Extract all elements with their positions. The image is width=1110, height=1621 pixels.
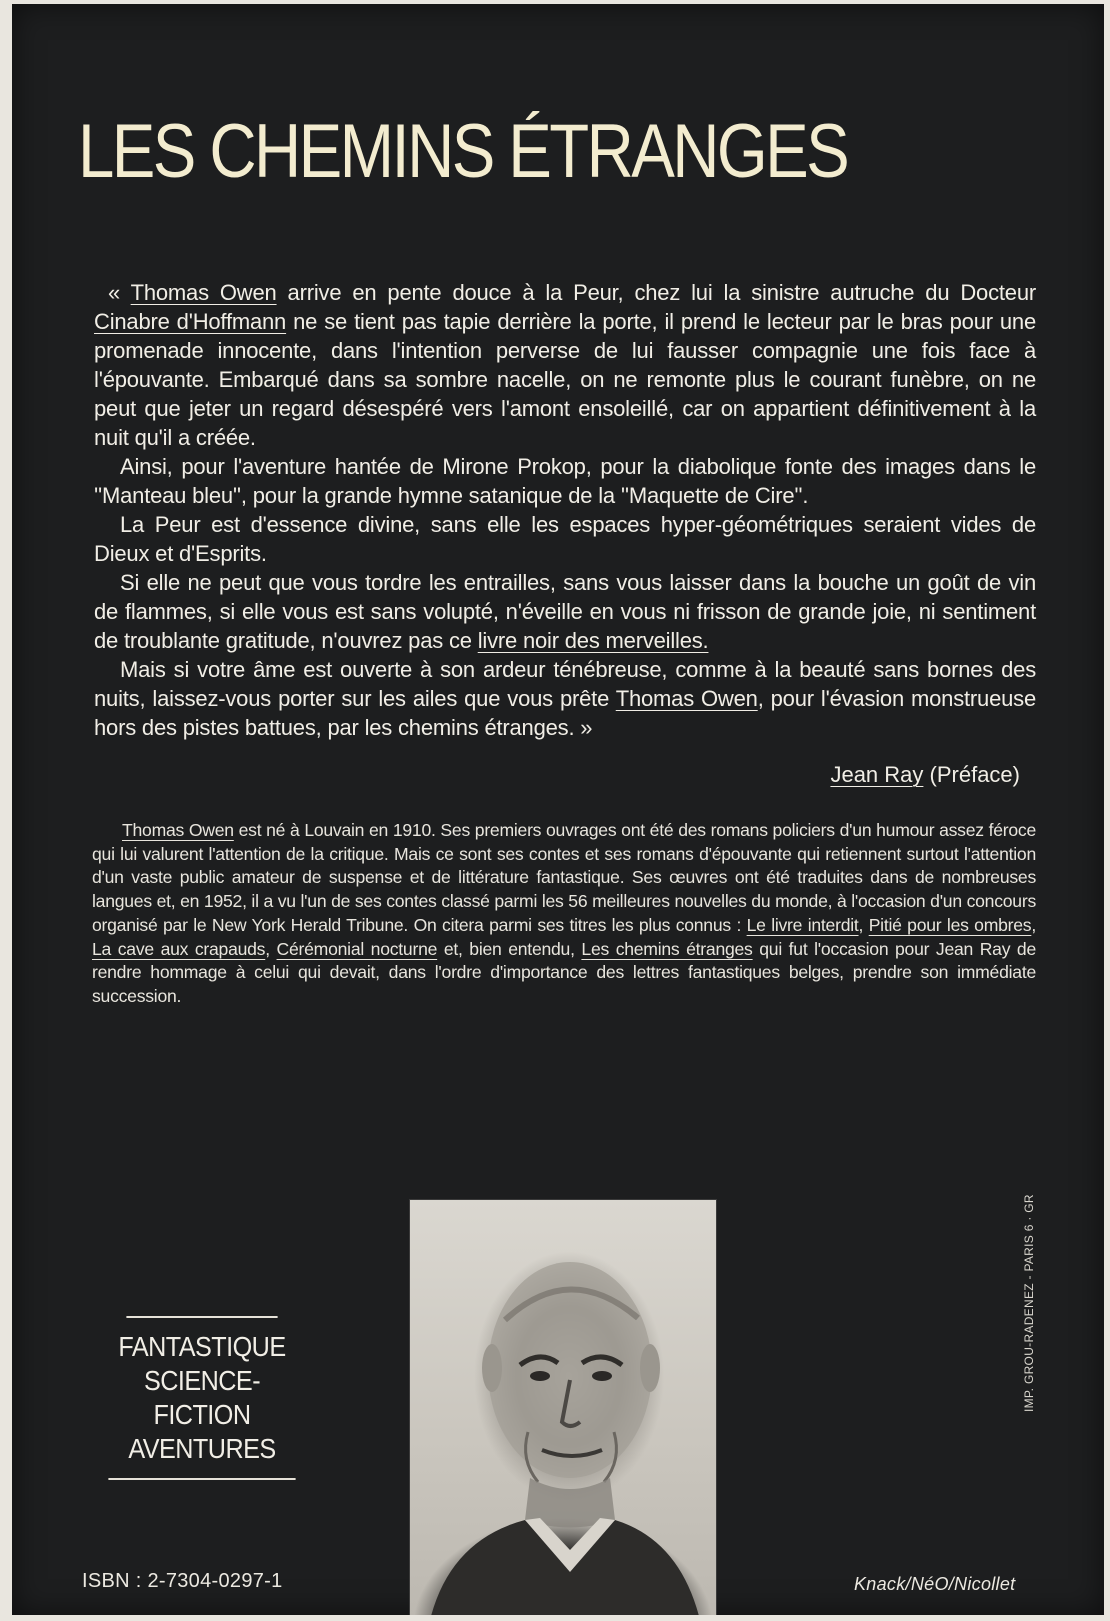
author-name-link: Thomas Owen xyxy=(615,686,758,711)
bio-text: est né à Louvain en 1910. Ses premiers ouvrages ont été des romans policiers d'un humour assez féroce qui lui valurent l'attention de la critique. Mais ce sont ses contes et ses romans d'épouvante qui retiennent surtout l'attention d'un vaste public amateur de suspense et de littérature fantastique. Ses œuvres ont été traduites dans de nombreuses langues et, en 1952, il a vu l'un de ses contes classé parmi les 56 meilleures nouvelles du monde, à l'occasion d'un concours organisé par le New York Herald Tribune. On citera parmi ses titres les plus connus : xyxy=(92,820,1036,935)
bio-title-1: Le livre interdit xyxy=(746,914,859,935)
genre-label-block xyxy=(99,1316,306,1480)
cinabre-reference: Cinabre d'Hoffmann xyxy=(94,309,287,334)
bio-text: qui fut l'occasion pour Jean Ray de rendre hommage à celui qui devait, dans l'ordre d'importance des lettres fantastiques belges, prendre son immédiate succession. xyxy=(92,938,1036,1006)
quote-paragraph-4 xyxy=(94,568,1036,655)
quote-paragraph-1 xyxy=(94,278,1036,452)
bio-separator: , xyxy=(858,914,869,935)
livre-noir-reference: livre noir des merveilles. xyxy=(477,628,709,653)
quote-paragraph-5 xyxy=(94,655,1036,742)
bio-title-5: Les chemins étranges xyxy=(581,938,753,959)
isbn-number: ISBN : 2-7304-0297-1 xyxy=(82,1570,283,1592)
quote-open-mark: « xyxy=(108,280,131,305)
quote-paragraph-3: La Peur est d'essence divine, sans elle les espaces hyper-géométriques seraient vides de Dieux et d'Esprits. xyxy=(94,512,1036,566)
bio-title-3: La cave aux crapauds xyxy=(92,938,266,959)
quote-text: arrive en pente douce à la Peur, chez lui la sinistre autruche du Docteur xyxy=(276,280,1036,305)
quote-signature xyxy=(830,760,1020,789)
author-biography xyxy=(92,819,1036,1009)
back-cover xyxy=(12,4,1104,1615)
quote-text: ne se tient pas tapie derrière la porte, il prend le lecteur par le bras pour une promenade innocente, dans l'intention perverse de lui fausser compagnie une fois face à l'épouvante. Embarqué dans sa sombre nacelle, on ne remonte plus le courant funèbre, on ne peut que jeter un regard désespéré vers l'amont ensoleillé, car on appartient définitivement à la nuit qu'il a créée. xyxy=(94,309,1036,450)
printer-imprint: IMP. GROU-RADENEZ - PARIS 6 · GR xyxy=(1022,1194,1036,1412)
quote-text: , pour l'évasion monstrueuse hors des pistes battues, par les chemins étranges. » xyxy=(94,686,1036,740)
preface-quote xyxy=(94,278,1036,742)
quote-text: Si elle ne peut que vous tordre les entrailles, sans vous laisser dans la bouche un goût de vin de flammes, si elle vous est sans volupté, n'éveille en vous ni frisson de grande joie, ni sentiment de troublante gratitude, n'ouvrez pas ce xyxy=(94,570,1036,653)
quote-text: Mais si votre âme est ouverte à son ardeur ténébreuse, comme à la beauté sans bornes des nuits, laissez-vous porter sur les ailes que vous prête xyxy=(94,657,1036,711)
signature-name: Jean Ray xyxy=(830,762,924,787)
bio-title-4: Cérémonial nocturne xyxy=(276,938,438,959)
author-name-link: Thomas Owen xyxy=(130,280,277,305)
genre-science-fiction: SCIENCE-FICTION xyxy=(143,1365,261,1430)
bio-title-2: Pitié pour les ombres xyxy=(868,914,1032,935)
genre-rule-bottom xyxy=(108,1478,295,1480)
bio-separator: , xyxy=(265,938,277,959)
quote-paragraph-2: Ainsi, pour l'aventure hantée de Mirone Prokop, pour la diabolique fonte des images dans le ''Manteau bleu'', pour la grande hymne satanique de la ''Maquette de Cire''. xyxy=(94,454,1036,508)
bio-separator: , xyxy=(1031,914,1036,935)
bio-author-name: Thomas Owen xyxy=(122,820,234,840)
genre-rule-top xyxy=(126,1316,277,1318)
author-portrait-photo xyxy=(409,1199,717,1615)
book-title: LES CHEMINS ÉTRANGES xyxy=(78,109,848,194)
genre-aventures: AVENTURES xyxy=(128,1433,276,1464)
genre-fantastique: FANTASTIQUE xyxy=(118,1331,286,1362)
bio-text: et, bien entendu, xyxy=(437,938,582,959)
publisher-name: Knack/NéO/Nicollet xyxy=(854,1574,1016,1594)
signature-role: (Préface) xyxy=(923,762,1020,787)
portrait-illustration xyxy=(410,1200,716,1615)
